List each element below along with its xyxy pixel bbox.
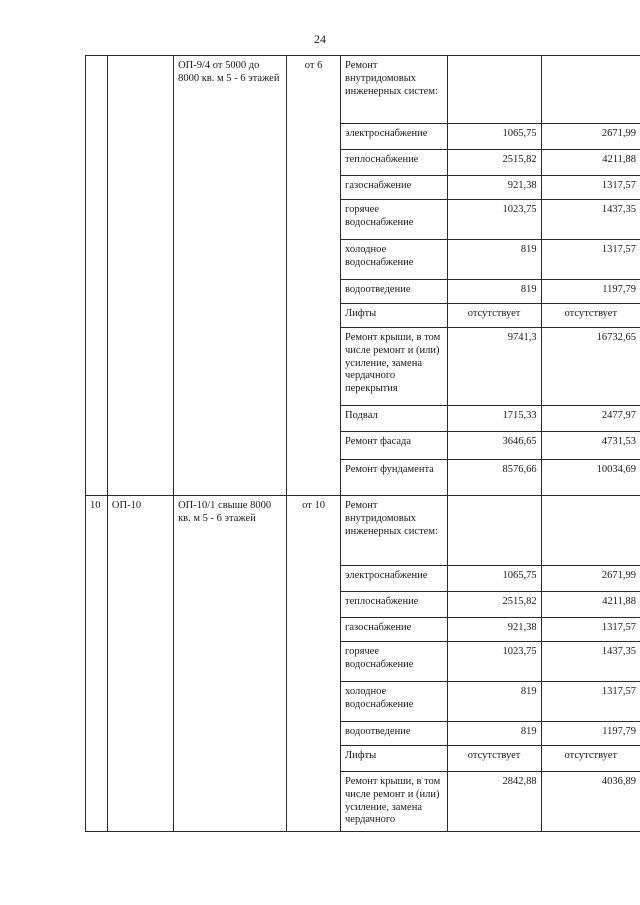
work-type-cell: Ремонт внутридомовых инженерных систем:	[341, 56, 448, 124]
value-min-cell: 819	[447, 722, 541, 746]
value-min-cell: 819	[447, 682, 541, 722]
value-max-cell: 10034,69	[541, 460, 640, 496]
value-max-cell	[541, 496, 640, 566]
value-max-cell: 4036,89	[541, 772, 640, 832]
value-min-cell: 1065,75	[447, 566, 541, 592]
work-type-cell: Ремонт крыши, в том числе ремонт и (или) усиление, замена чердачного	[341, 772, 448, 832]
work-type-cell: Лифты	[341, 746, 448, 772]
object-type-cell: ОП-10/1 свыше 8000 кв. м 5 - 6 этажей	[174, 496, 287, 832]
table-row	[86, 496, 640, 566]
value-max-cell: 1437,35	[541, 642, 640, 682]
value-max-cell: 4211,88	[541, 592, 640, 618]
value-max-cell: 4731,53	[541, 432, 640, 460]
value-max-cell: 1437,35	[541, 200, 640, 240]
value-max-cell: 16732,65	[541, 328, 640, 406]
value-max-cell: 1197,79	[541, 280, 640, 304]
work-type-cell: теплоснабжение	[341, 150, 448, 176]
work-type-cell: теплоснабжение	[341, 592, 448, 618]
row-number-cell: 10	[86, 496, 108, 832]
rates-table	[85, 55, 640, 832]
table-row	[86, 56, 640, 124]
work-type-cell: Ремонт фундамента	[341, 460, 448, 496]
work-type-cell: горячее водоснабжение	[341, 200, 448, 240]
work-type-cell: холодное водоснабжение	[341, 240, 448, 280]
work-type-cell: водоотведение	[341, 722, 448, 746]
age-cell: от 6	[287, 56, 341, 496]
value-min-cell: 1065,75	[447, 124, 541, 150]
object-code-cell: ОП-10	[107, 496, 173, 832]
value-max-cell: отсутствует	[541, 304, 640, 328]
value-min-cell: 9741,3	[447, 328, 541, 406]
value-min-cell: 2842,88	[447, 772, 541, 832]
value-max-cell: 2671,99	[541, 124, 640, 150]
value-min-cell: 1715,33	[447, 406, 541, 432]
value-min-cell: 1023,75	[447, 200, 541, 240]
work-type-cell: водоотведение	[341, 280, 448, 304]
work-type-cell: Ремонт внутридомовых инженерных систем:	[341, 496, 448, 566]
value-max-cell: 4211,88	[541, 150, 640, 176]
value-min-cell: 3646,65	[447, 432, 541, 460]
work-type-cell: холодное водоснабжение	[341, 682, 448, 722]
value-min-cell: 819	[447, 280, 541, 304]
age-cell: от 10	[287, 496, 341, 832]
work-type-cell: Ремонт крыши, в том числе ремонт и (или) усиление, замена чердачного перекрытия	[341, 328, 448, 406]
work-type-cell: газоснабжение	[341, 176, 448, 200]
value-max-cell: 1317,57	[541, 618, 640, 642]
value-min-cell: 819	[447, 240, 541, 280]
work-type-cell: Лифты	[341, 304, 448, 328]
value-min-cell: 921,38	[447, 176, 541, 200]
value-max-cell: 2671,99	[541, 566, 640, 592]
work-type-cell: горячее водоснабжение	[341, 642, 448, 682]
work-type-cell: электроснабжение	[341, 124, 448, 150]
value-min-cell	[447, 56, 541, 124]
value-min-cell: 2515,82	[447, 592, 541, 618]
object-code-cell	[107, 56, 173, 496]
work-type-cell: Подвал	[341, 406, 448, 432]
value-min-cell: 8576,66	[447, 460, 541, 496]
value-max-cell: 1317,57	[541, 682, 640, 722]
value-max-cell	[541, 56, 640, 124]
value-max-cell: 2477,97	[541, 406, 640, 432]
value-min-cell: 921,38	[447, 618, 541, 642]
value-max-cell: 1197,79	[541, 722, 640, 746]
work-type-cell: электроснабжение	[341, 566, 448, 592]
value-min-cell: 1023,75	[447, 642, 541, 682]
object-type-cell: ОП-9/4 от 5000 до 8000 кв. м 5 - 6 этажей	[174, 56, 287, 496]
value-min-cell	[447, 496, 541, 566]
value-max-cell: 1317,57	[541, 240, 640, 280]
value-min-cell: отсутствует	[447, 746, 541, 772]
work-type-cell: газоснабжение	[341, 618, 448, 642]
row-number-cell	[86, 56, 108, 496]
value-max-cell: отсутствует	[541, 746, 640, 772]
page-number: 24	[314, 32, 326, 46]
value-min-cell: 2515,82	[447, 150, 541, 176]
value-max-cell: 1317,57	[541, 176, 640, 200]
work-type-cell: Ремонт фасада	[341, 432, 448, 460]
value-min-cell: отсутствует	[447, 304, 541, 328]
